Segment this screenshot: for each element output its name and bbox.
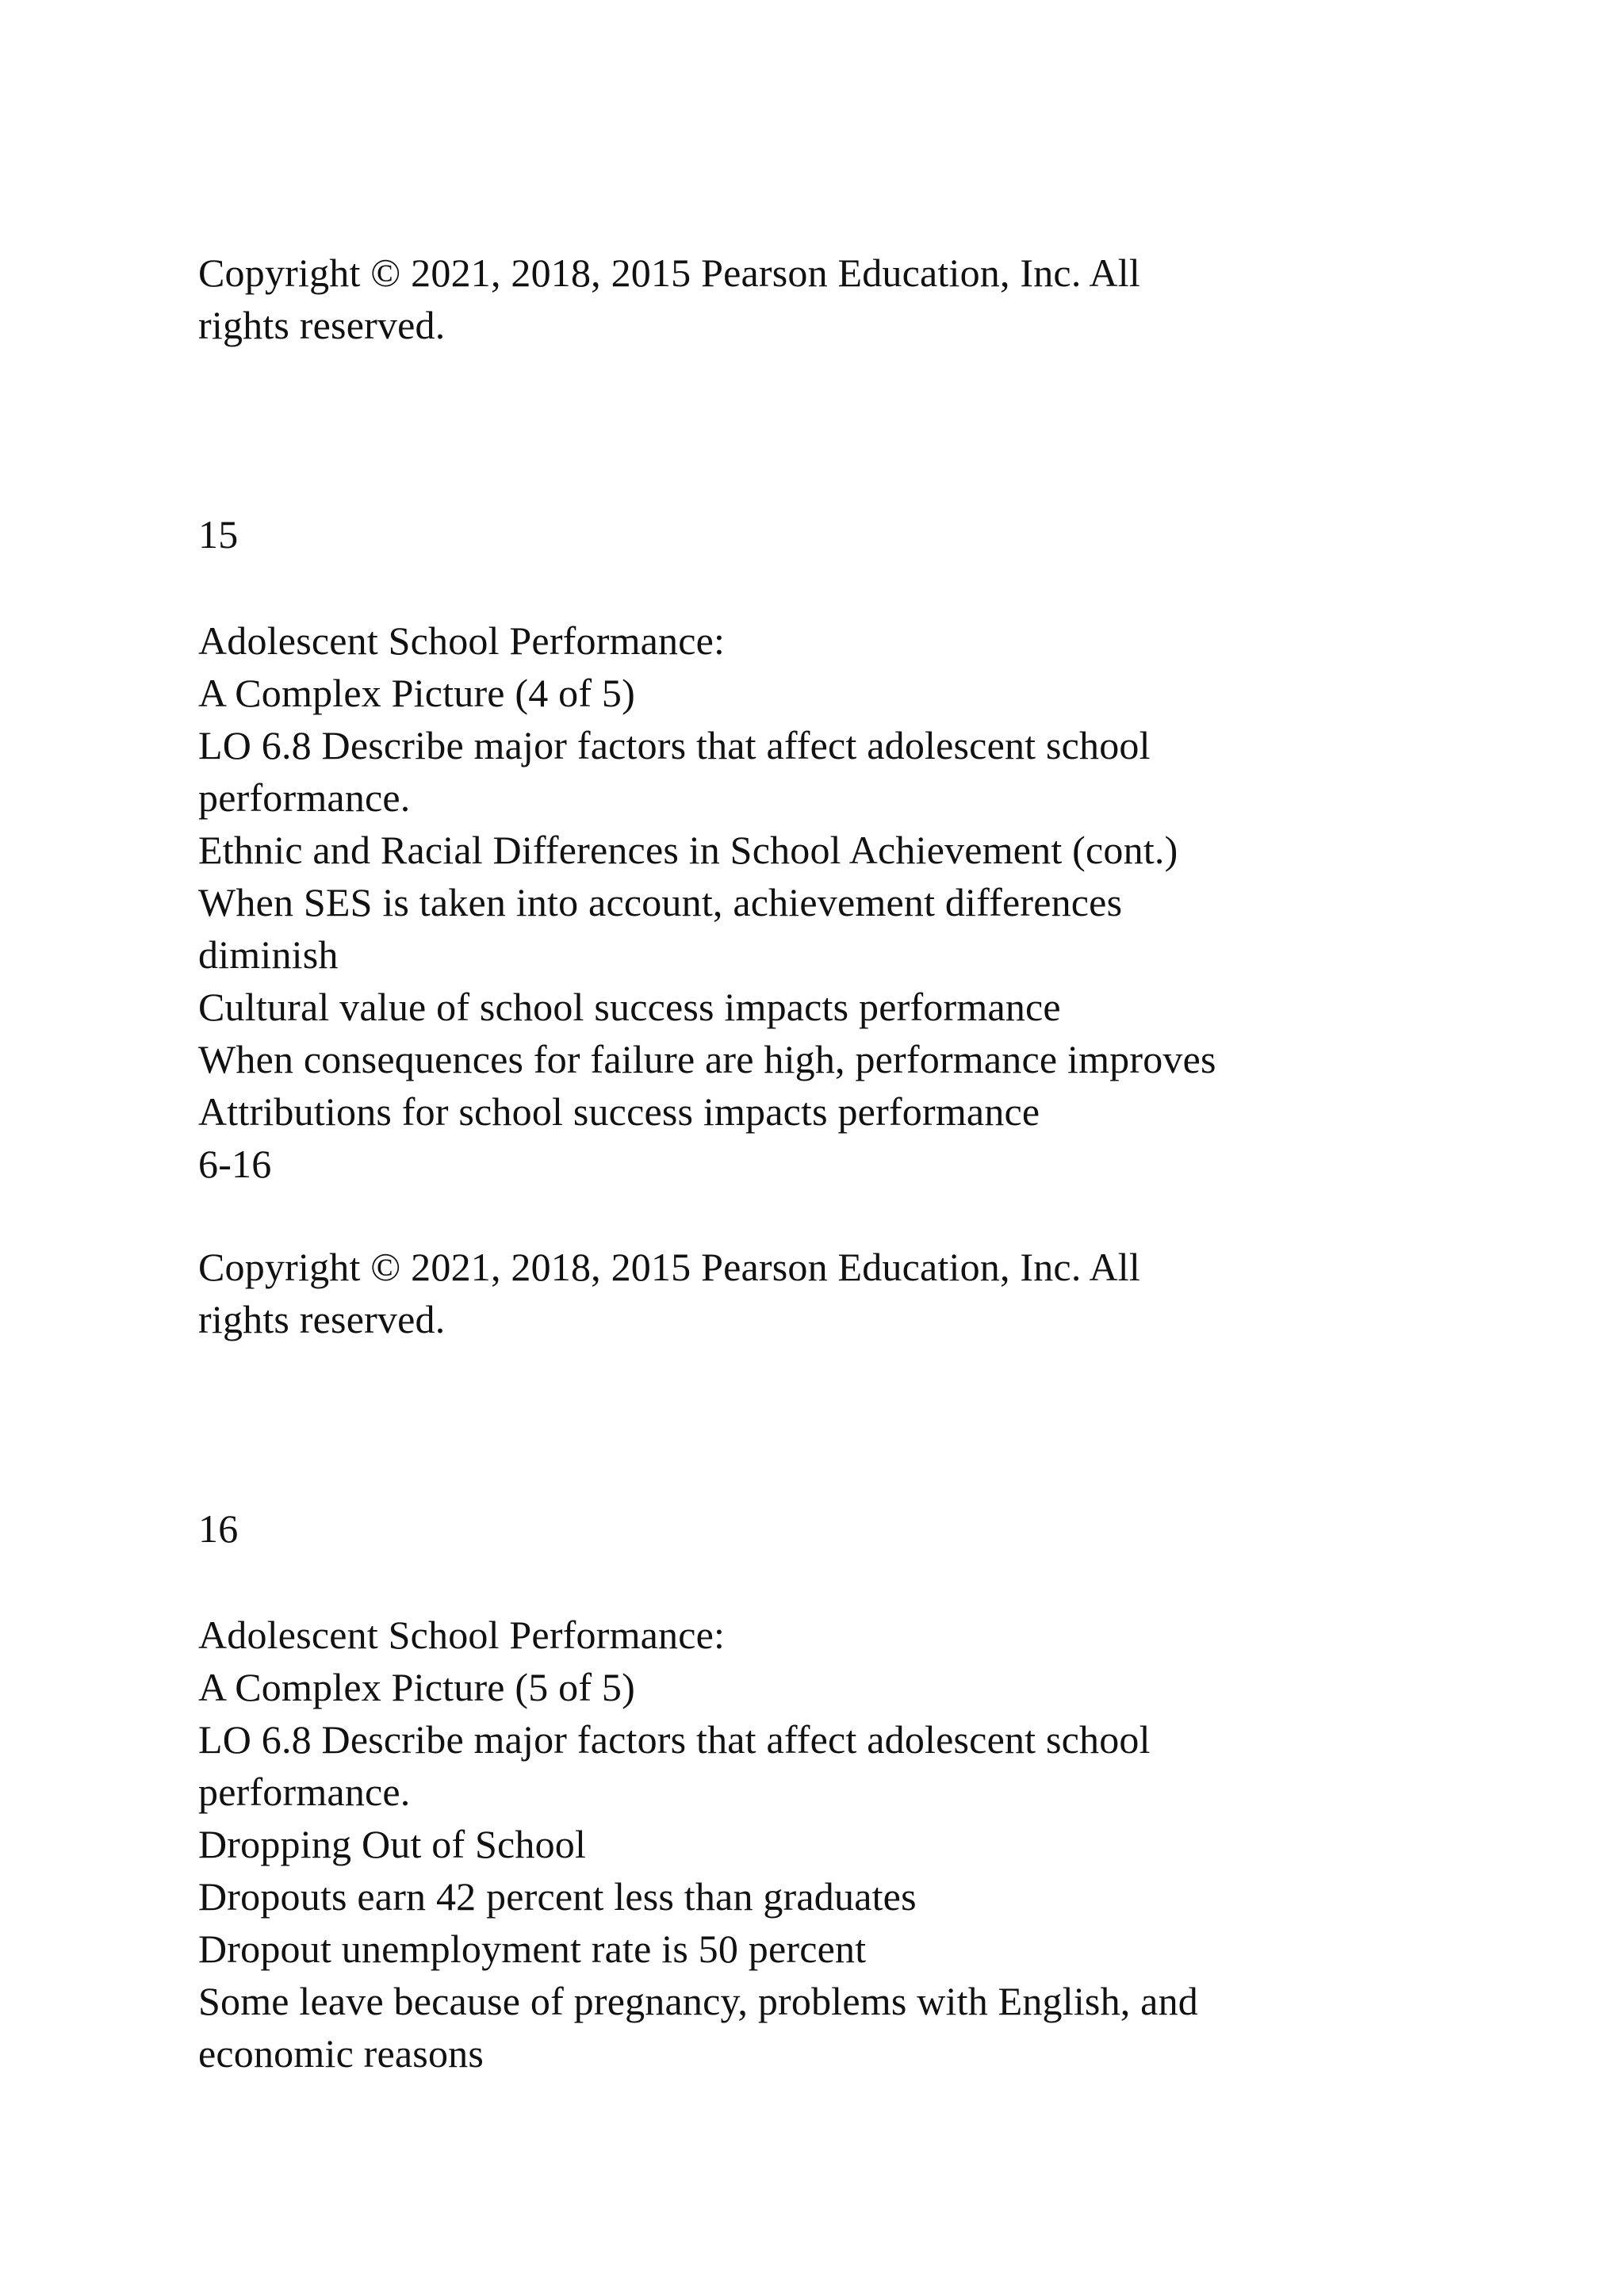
bullet-item-continued: economic reasons <box>198 2031 485 2076</box>
bullet-item: Dropout unemployment rate is 50 percent <box>198 1927 867 1971</box>
copyright-line-1: Copyright © 2021, 2018, 2015 Pearson Education, Inc. All <box>198 251 1140 295</box>
slide-title-line-2: A Complex Picture (5 of 5) <box>198 1665 635 1709</box>
learning-objective-line-1: LO 6.8 Describe major factors that affect adolescent school <box>198 1717 1151 1762</box>
bullet-item: Dropouts earn 42 percent less than graduates <box>198 1874 917 1919</box>
slide-title-line-1: Adolescent School Performance: <box>198 1613 726 1657</box>
learning-objective-line-1: LO 6.8 Describe major factors that affect adolescent school <box>198 723 1151 767</box>
slide-title-line-1: Adolescent School Performance: <box>198 618 726 663</box>
bullet-item: Cultural value of school success impacts performance <box>198 985 1061 1029</box>
copyright-line-2: rights reserved. <box>198 1297 446 1341</box>
copyright-line-2: rights reserved. <box>198 303 446 347</box>
slide-number: 15 <box>198 512 239 557</box>
bullet-item: When consequences for failure are high, performance improves <box>198 1037 1216 1081</box>
learning-objective-line-2: performance. <box>198 1770 411 1814</box>
bullet-item: When SES is taken into account, achievement differences <box>198 880 1123 924</box>
learning-objective-line-2: performance. <box>198 775 411 820</box>
section-heading: Dropping Out of School <box>198 1822 587 1866</box>
slide-number: 16 <box>198 1506 239 1551</box>
section-heading: Ethnic and Racial Differences in School Achievement (cont.) <box>198 828 1178 872</box>
slide-title-line-2: A Complex Picture (4 of 5) <box>198 671 635 715</box>
bullet-item-continued: diminish <box>198 932 339 977</box>
bullet-item: Some leave because of pregnancy, problems with English, and <box>198 1979 1198 2023</box>
bullet-item: Attributions for school success impacts performance <box>198 1089 1040 1134</box>
slide-code: 6-16 <box>198 1142 272 1186</box>
copyright-line-1: Copyright © 2021, 2018, 2015 Pearson Education, Inc. All <box>198 1245 1140 1289</box>
